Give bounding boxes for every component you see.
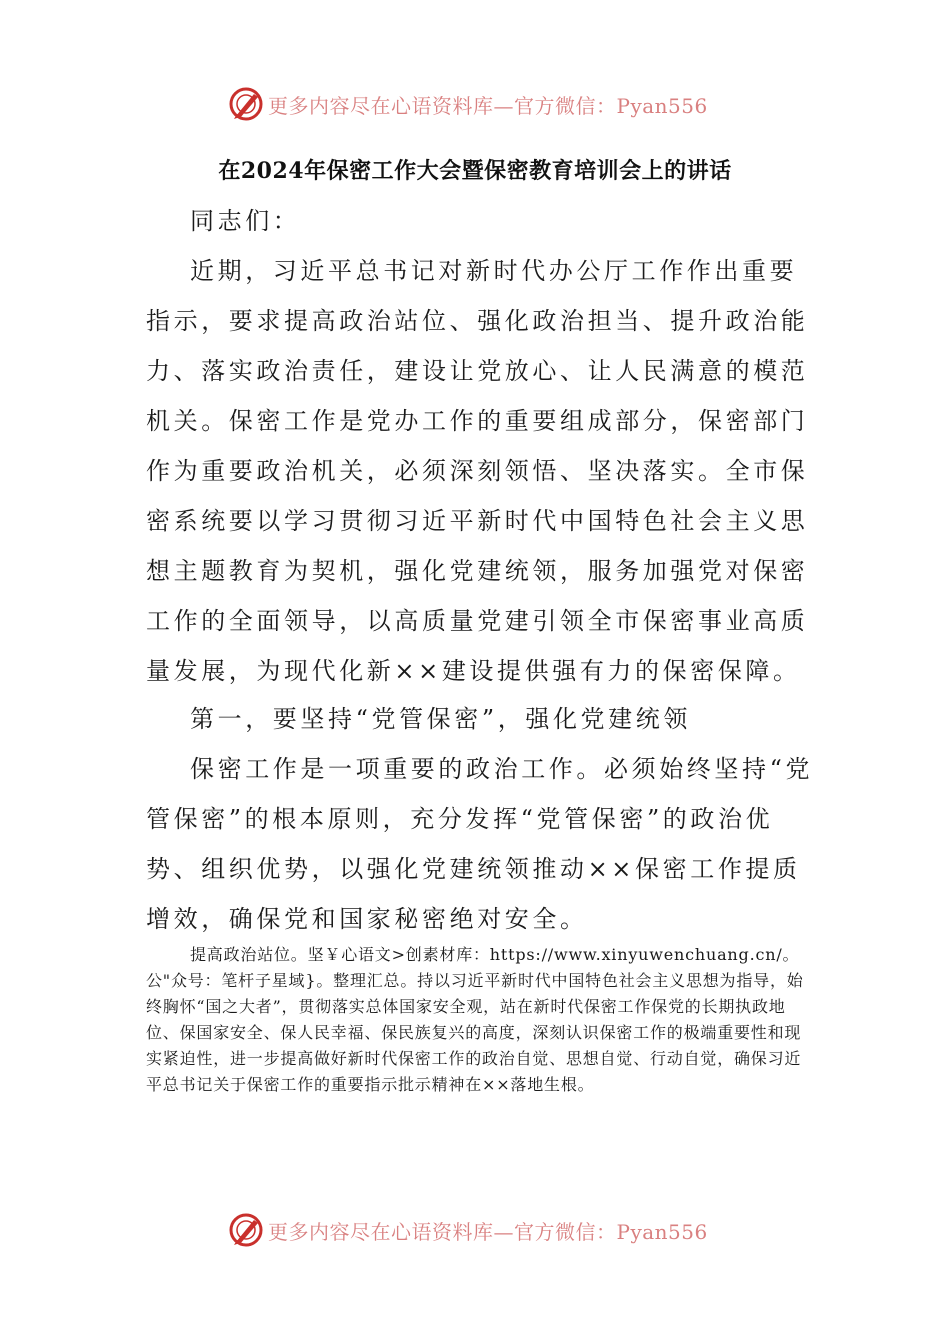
pen-logo-icon [228,1212,264,1248]
watermark-footer [228,1210,748,1250]
section-heading-1 [146,694,816,744]
paragraph-intro [146,246,816,696]
watermark-text: 更多内容尽在心语资料库—官方微信：Pyan556 [268,1219,708,1244]
greeting: 同志们： [190,207,301,235]
paragraph-section-1 [146,744,816,944]
document-title: 在2024年保密工作大会暨保密教育培训会上的讲话 [218,158,732,184]
paragraph-text: 近期，习近平总书记对新时代办公厅工作作出重要指示，要求提高政治站位、强化政治担当、提升政治能力、落实政治责任，建设让党放心、让人民满意的模范机关。保密工作是党办工作的重要组成部分，保密部门作为重要政治机关，必须深刻领悟、坚决落实。全市保密系统要以学习贯彻习近平新时代中国特色社会主义思想主题教育为契机，强化党建统领，服务加强党对保密工作的全面领导，以高质量党建引领全市保密事业高质量发展，为现代化新××建设提供强有力的保密保障。 [146,257,809,685]
note-paragraph [146,942,806,1098]
note-text: 提高政治站位。坚￥心语文>创素材库：https://www.xinyuwenchuang.cn/。公"众号：笔杆子星域}。整理汇总。持以习近平新时代中国特色社会主义思想为指导，始终胸怀“国之大者”，贯彻落实总体国家安全观，站在新时代保密工作保党的长期执政地位、保国家安全、保人民幸福、保民族复兴的高度，深刻认识保密工作的极端重要性和现实紧迫性，进一步提高做好新时代保密工作的政治自觉、思想自觉、行动自觉，确保习近平总书记关于保密工作的重要指示批示精神在××落地生根。 [146,945,804,1094]
watermark-header [228,84,748,124]
section-heading-text: 第一，要坚持“党管保密”，强化党建统领 [190,705,691,733]
pen-logo-icon [228,86,264,122]
paragraph-text: 保密工作是一项重要的政治工作。必须始终坚持“党管保密”的根本原则，充分发挥“党管保密”的政治优势、组织优势，以强化党建统领推动××保密工作提质增效，确保党和国家秘密绝对安全。 [146,755,814,933]
watermark-text: 更多内容尽在心语资料库—官方微信：Pyan556 [268,93,708,118]
